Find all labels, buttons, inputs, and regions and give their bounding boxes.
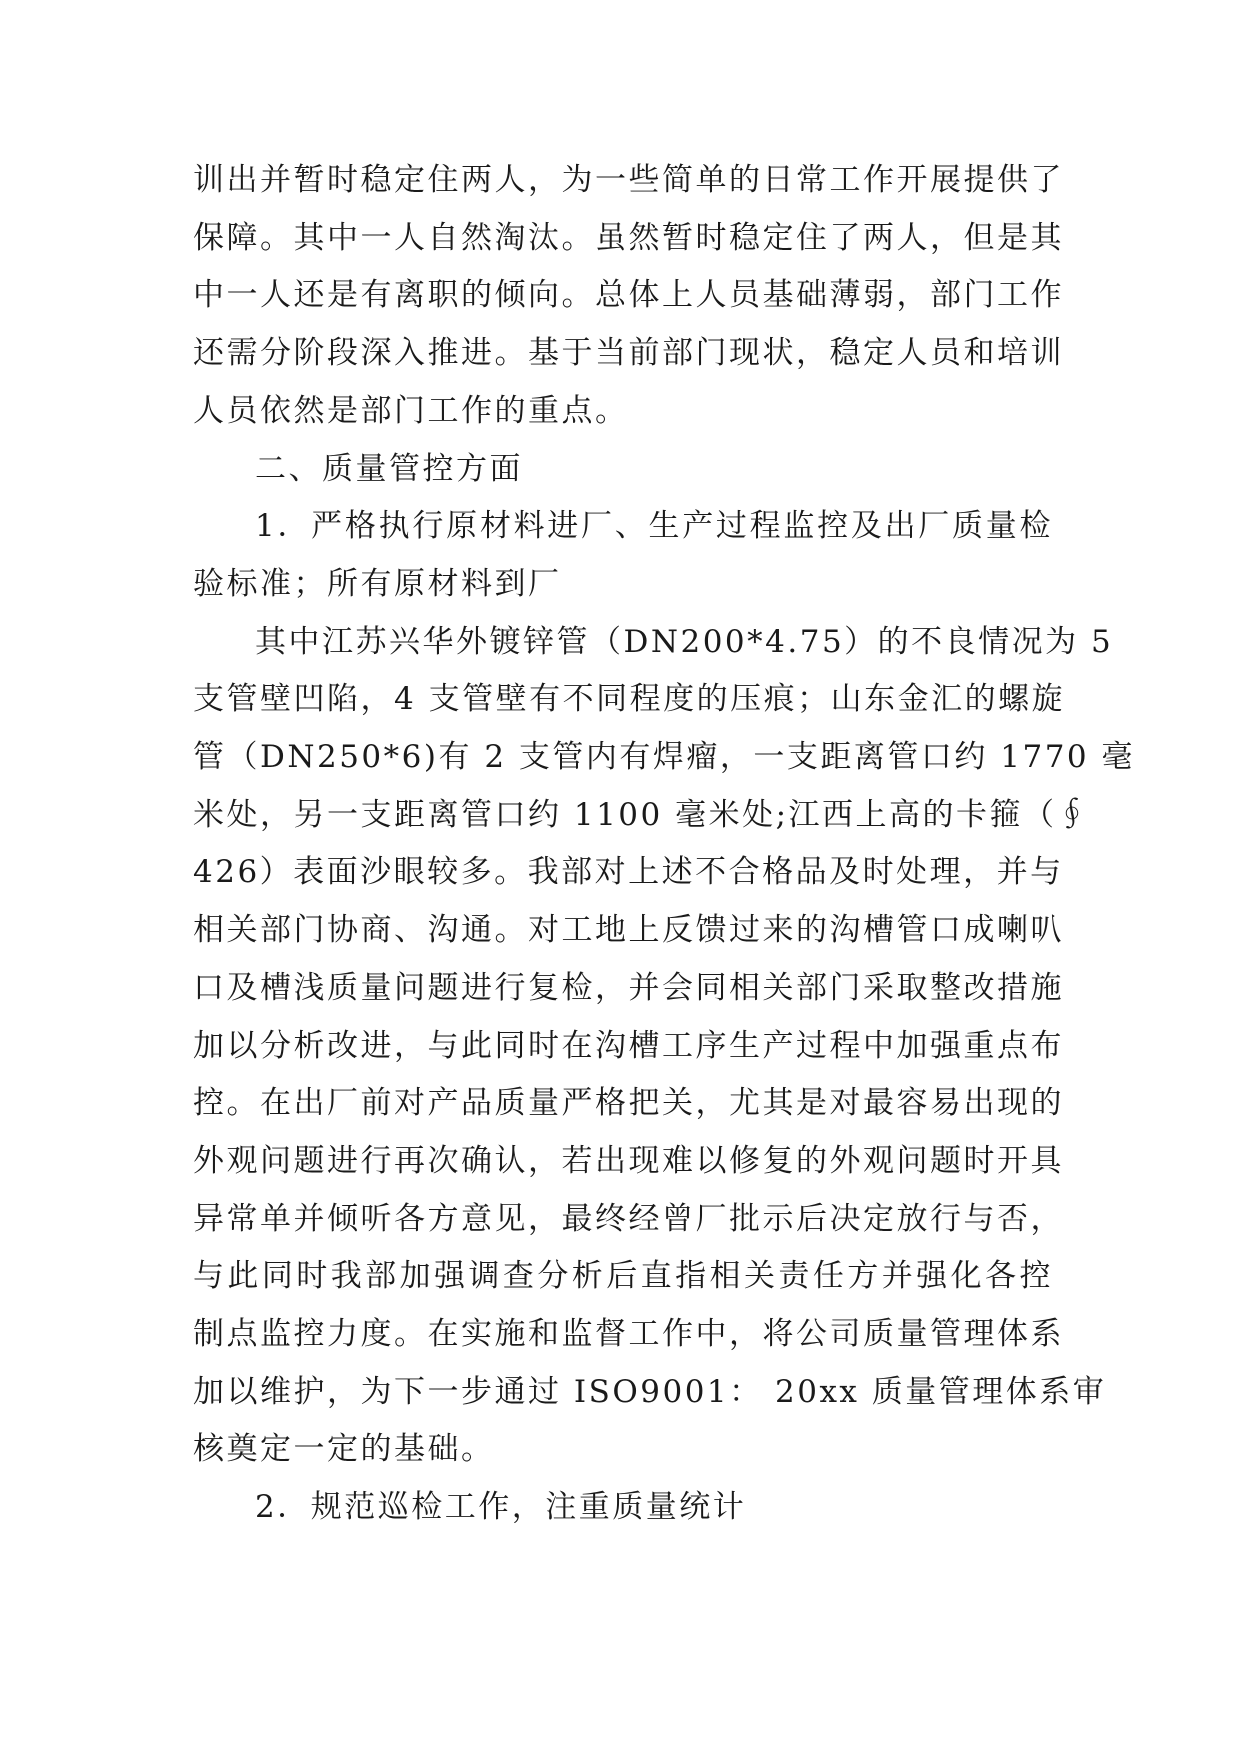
text-line: 加以分析改进，与此同时在沟槽工序生产过程中加强重点布: [193, 1027, 1064, 1064]
text-line: 制点监控力度。在实施和监督工作中，将公司质量管理体系: [193, 1316, 1064, 1353]
heading-text: 二、质量管控方面: [255, 450, 523, 487]
document-body: [193, 152, 1135, 1537]
text-line: 其中江苏兴华外镀锌管（DN200*4.75）的不良情况为 5: [255, 623, 1114, 660]
text-line: 中一人还是有离职的倾向。总体上人员基础薄弱，部门工作: [193, 277, 1064, 314]
text-line: 米处，另一支距离管口约 1100 毫米处;江西上高的卡箍（∮: [193, 796, 1091, 833]
text-line: 训出并暂时稳定住两人，为一些简单的日常工作开展提供了: [193, 162, 1064, 198]
text-line: 控。在出厂前对产品质量严格把关，尤其是对最容易出现的: [193, 1085, 1064, 1122]
text-line: 保障。其中一人自然淘汰。虽然暂时稳定住了两人，但是其: [193, 219, 1064, 256]
paragraph-item-2: [193, 1479, 1053, 1537]
text-line: 异常单并倾听各方意见，最终经曾厂批示后决定放行与否，: [193, 1200, 1064, 1237]
paragraph-material-defects: [193, 614, 1135, 1480]
text-line: 支管壁凹陷，4 支管壁有不同程度的压痕；山东金汇的螺旋: [193, 681, 1066, 718]
text-line: 口及槽浅质量问题进行复检，并会同相关部门采取整改措施: [193, 969, 1064, 1006]
paragraph-item-1: [193, 498, 1053, 613]
text-line: 1．严格执行原材料进厂、生产过程监控及出厂质量检: [255, 508, 1053, 545]
section-heading-quality-control: [193, 441, 1053, 499]
text-line: 管（DN250*6)有 2 支管内有焊瘤，一支距离管口约 1770 毫: [193, 739, 1135, 776]
text-line: 外观问题进行再次确认，若出现难以修复的外观问题时开具: [193, 1142, 1064, 1179]
text-line: 相关部门协商、沟通。对工地上反馈过来的沟槽管口成喇叭: [193, 912, 1064, 949]
text-line: 还需分阶段深入推进。基于当前部门现状，稳定人员和培训: [193, 335, 1064, 372]
text-line: 加以维护，为下一步通过 ISO9001： 20xx 质量管理体系审: [193, 1373, 1107, 1410]
text-line: 人员依然是部门工作的重点。: [193, 392, 629, 429]
text-line: 2．规范巡检工作，注重质量统计: [255, 1489, 747, 1526]
paragraph-staff-stability: [193, 152, 1064, 441]
text-line: 与此同时我部加强调查分析后直指相关责任方并强化各控: [193, 1258, 1053, 1295]
text-line: 核奠定一定的基础。: [193, 1431, 495, 1468]
text-line: 验标准；所有原材料到厂: [193, 565, 562, 602]
text-line: 426）表面沙眼较多。我部对上述不合格品及时处理，并与: [193, 854, 1064, 891]
